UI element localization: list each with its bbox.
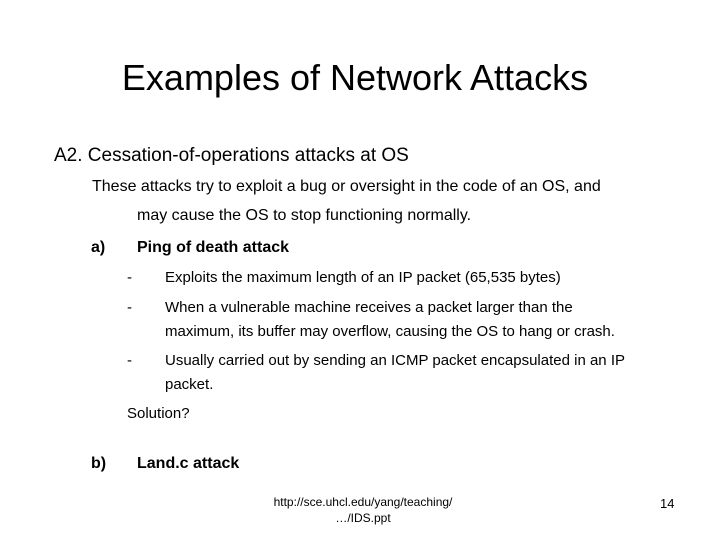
intro-text-line-2: may cause the OS to stop functioning normally. (137, 207, 472, 224)
bullet-3-dash: - (127, 352, 132, 369)
item-b-marker: b) (91, 455, 107, 472)
footer-url: http://sce.uhcl.edu/yang/teaching/ …/IDS.ppt (273, 495, 453, 525)
item-a-heading: Ping of death attack (137, 239, 290, 256)
bullet-3-line-2: packet. (165, 376, 214, 393)
intro-text-line-1: These attacks try to exploit a bug or oversight in the code of an OS, and (92, 178, 601, 195)
bullet-3-line-1: Usually carried out by sending an ICMP packet encapsulated in an IP (165, 352, 625, 369)
solution-prompt: Solution? (127, 405, 190, 422)
page-number: 14 (660, 496, 675, 511)
bullet-2-line-2: maximum, its buffer may overflow, causing the OS to hang or crash. (165, 323, 615, 340)
bullet-2-dash: - (127, 299, 132, 316)
item-a-marker: a) (91, 239, 106, 256)
bullet-2-line-1: When a vulnerable machine receives a packet larger than the (165, 299, 573, 316)
item-b-heading: Land.c attack (137, 455, 240, 472)
bullet-1-line-1: Exploits the maximum length of an IP packet (65,535 bytes) (165, 269, 561, 286)
bullet-1-dash: - (127, 269, 132, 286)
slide-title: Examples of Network Attacks (121, 57, 589, 98)
section-subheading: A2. Cessation-of-operations attacks at OS (54, 145, 409, 166)
